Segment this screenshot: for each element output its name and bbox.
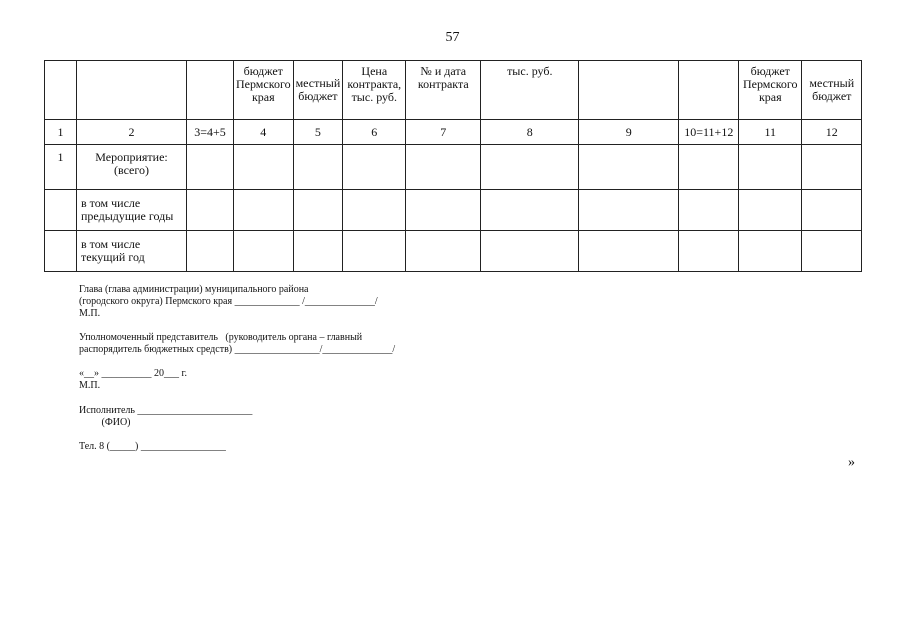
table-cell[interactable] <box>187 145 234 190</box>
table-cell[interactable] <box>802 231 862 272</box>
executor-fio-label: (ФИО) <box>79 417 131 428</box>
row-number <box>45 231 77 272</box>
table-cell[interactable] <box>739 190 802 231</box>
column-number: 6 <box>343 120 406 145</box>
report-table <box>44 60 862 272</box>
phone-line: Тел. 8 (_____) _________________ <box>79 441 226 452</box>
table-cell[interactable] <box>481 145 579 190</box>
table-cell[interactable] <box>293 231 343 272</box>
header-cell <box>679 61 739 120</box>
column-number: 12 <box>802 120 862 145</box>
executor-line: Исполнитель _______________________ <box>79 405 253 416</box>
closing-quote: » <box>848 455 855 470</box>
column-numbers-row <box>45 120 862 145</box>
header-cell <box>77 61 187 120</box>
representative-line2: распорядитель бюджетных средств) _________________/______________/ <box>79 344 396 355</box>
table-cell[interactable] <box>802 190 862 231</box>
column-number: 7 <box>406 120 481 145</box>
column-number: 10=11+12 <box>679 120 739 145</box>
header-cell-regional-budget: бюджет Пермского края <box>234 61 294 120</box>
table-cell[interactable] <box>481 190 579 231</box>
column-number: 11 <box>739 120 802 145</box>
header-cell-thousand-rub: тыс. руб. <box>481 61 579 120</box>
table-cell[interactable] <box>481 231 579 272</box>
header-cell <box>45 61 77 120</box>
table-cell[interactable] <box>679 231 739 272</box>
head-signature-line2: (городского округа) Пермского края _____________ /______________/ <box>79 296 378 307</box>
table-cell[interactable] <box>679 145 739 190</box>
table-cell[interactable] <box>293 145 343 190</box>
table-row <box>45 231 862 272</box>
table-cell[interactable] <box>187 190 234 231</box>
column-number: 8 <box>481 120 579 145</box>
table-cell[interactable] <box>343 190 406 231</box>
table-cell[interactable] <box>406 145 481 190</box>
table-cell[interactable] <box>187 231 234 272</box>
page-number: 57 <box>445 30 460 45</box>
table-cell[interactable] <box>406 190 481 231</box>
table-cell[interactable] <box>293 190 343 231</box>
head-signature-line1: Глава (глава администрации) муниципального района <box>79 284 309 295</box>
table-cell[interactable] <box>579 190 679 231</box>
column-number: 4 <box>234 120 294 145</box>
table-row <box>45 190 862 231</box>
table-cell[interactable] <box>579 231 679 272</box>
column-number: 3=4+5 <box>187 120 234 145</box>
column-number: 9 <box>579 120 679 145</box>
header-cell-contract-price: Цена контракта, тыс. руб. <box>343 61 406 120</box>
row-name: в том числе текущий год <box>77 231 187 272</box>
header-cell-local-budget: местный бюджет <box>293 61 343 120</box>
row-name: Мероприятие: (всего) <box>77 145 187 190</box>
stamp-label: М.П. <box>79 308 101 319</box>
table-cell[interactable] <box>739 231 802 272</box>
stamp-label-2: М.П. <box>79 380 101 391</box>
table-cell[interactable] <box>343 231 406 272</box>
column-number: 5 <box>293 120 343 145</box>
column-number: 1 <box>45 120 77 145</box>
header-cell <box>579 61 679 120</box>
table-header-row <box>45 61 862 120</box>
table-cell[interactable] <box>579 145 679 190</box>
table-cell[interactable] <box>343 145 406 190</box>
header-cell-local-budget-2: местный бюджет <box>802 61 862 120</box>
row-number: 1 <box>45 145 77 190</box>
table-row <box>45 145 862 190</box>
table-cell[interactable] <box>679 190 739 231</box>
representative-line1: Уполномоченный представитель (руководитель органа – главный <box>79 332 363 343</box>
header-cell-regional-budget-2: бюджет Пермского края <box>739 61 802 120</box>
table-cell[interactable] <box>406 231 481 272</box>
header-cell-contract-number-date: № и дата контракта <box>406 61 481 120</box>
date-line: «__» __________ 20___ г. <box>79 368 187 379</box>
table-cell[interactable] <box>234 145 294 190</box>
row-number <box>45 190 77 231</box>
column-number: 2 <box>77 120 187 145</box>
table-cell[interactable] <box>802 145 862 190</box>
table-cell[interactable] <box>234 190 294 231</box>
row-name: в том числе предыдущие годы <box>77 190 187 231</box>
header-cell <box>187 61 234 120</box>
table-cell[interactable] <box>739 145 802 190</box>
table-cell[interactable] <box>234 231 294 272</box>
